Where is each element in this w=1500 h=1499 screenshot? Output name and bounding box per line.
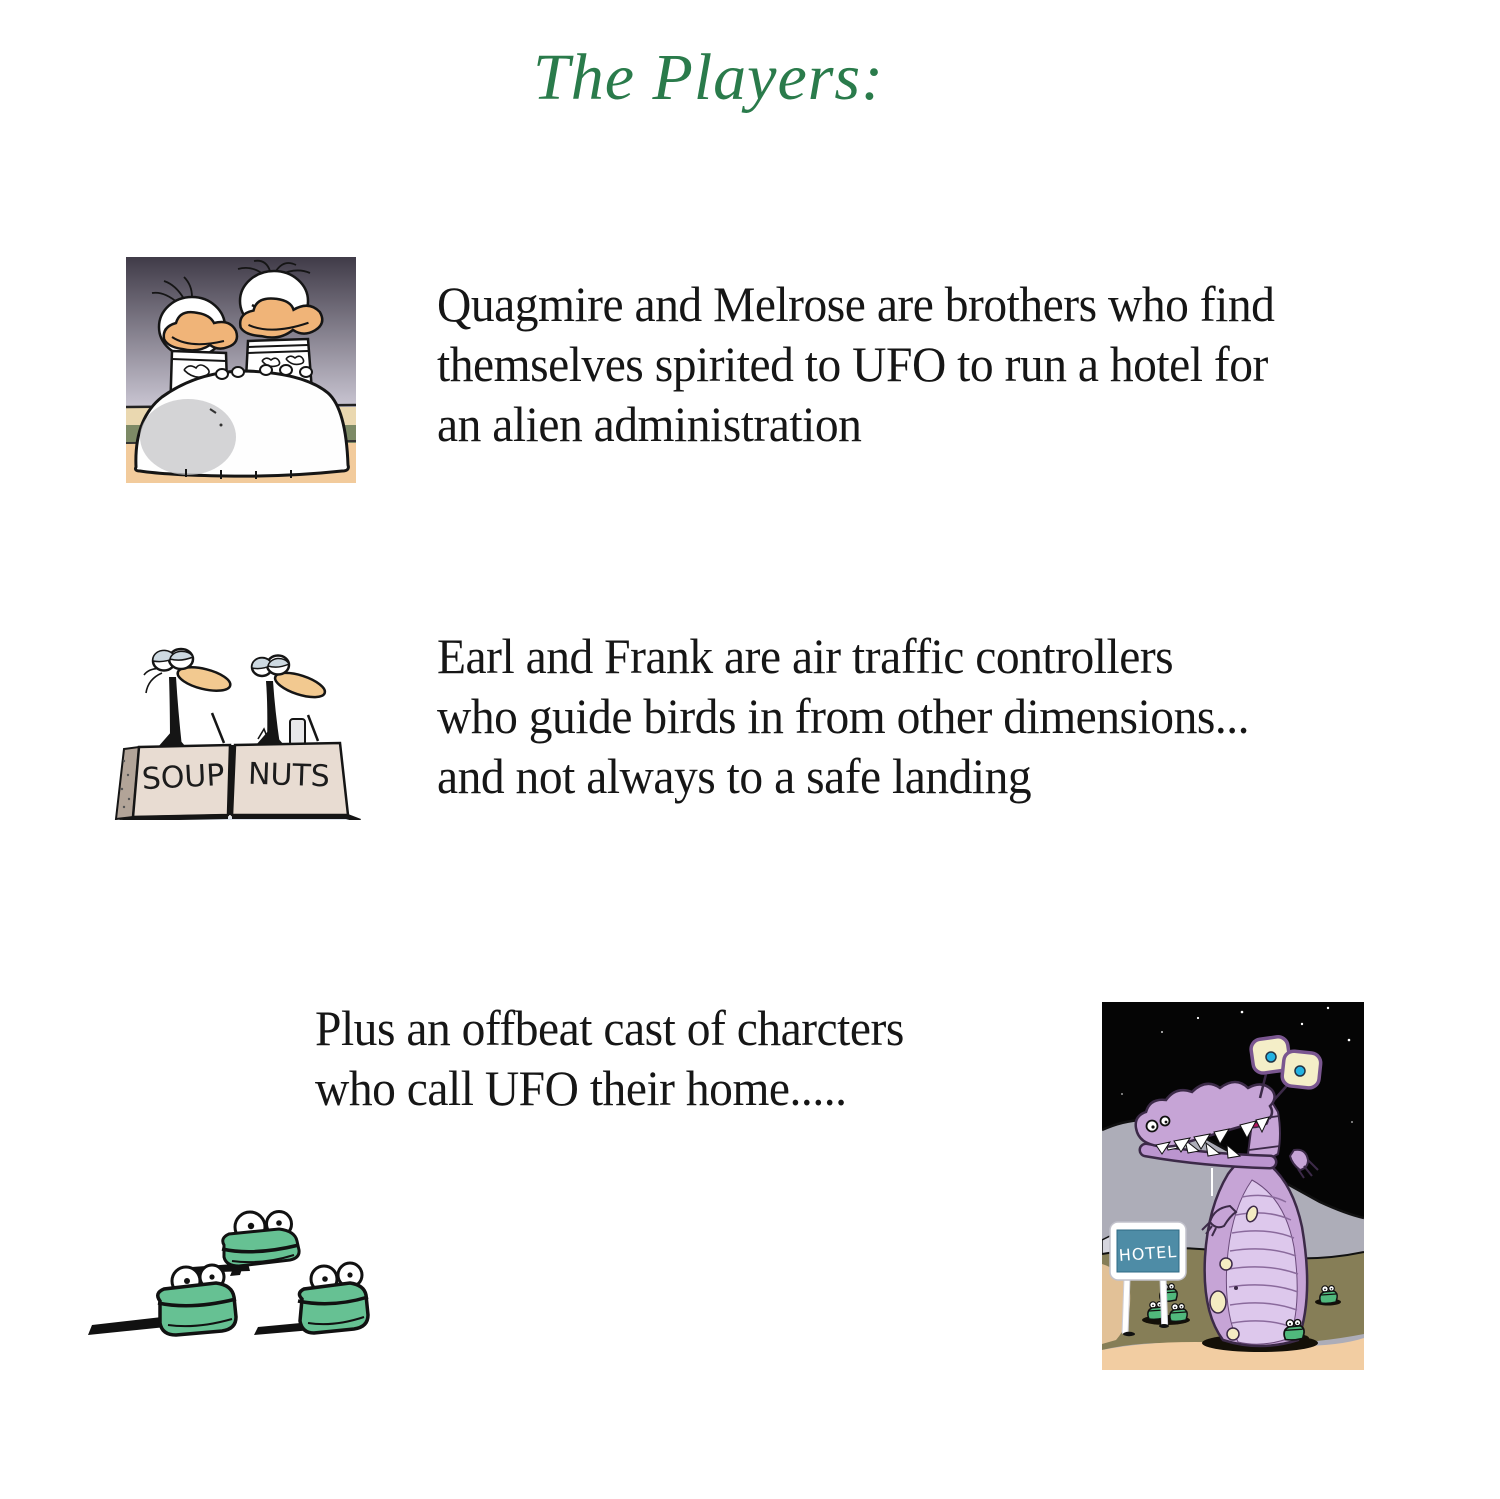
text-line: Plus an offbeat cast of charcters (315, 1000, 904, 1056)
crane-right (252, 656, 328, 746)
text-line: who call UFO their home..... (315, 1060, 847, 1116)
section-text-offbeat-cast (315, 998, 904, 1118)
text-line: an alien administration (437, 396, 862, 452)
hotel-sign-label: HOTEL (1118, 1241, 1178, 1266)
section-text-quagmire-melrose (437, 274, 1274, 454)
text-line: Quagmire and Melrose are brothers who find (437, 276, 1275, 332)
desk-phone (290, 719, 305, 745)
cranes-at-desks-illustration (112, 635, 362, 820)
three-green-frogs-illustration (82, 1205, 392, 1345)
page-title: The Players: (533, 41, 885, 114)
seagulls-behind-rock-illustration (126, 257, 356, 483)
text-line: who guide birds in from other dimensions... (437, 688, 1250, 744)
section-text-earl-frank (437, 626, 1249, 806)
frog-bottom-left (88, 1265, 236, 1335)
desk-right (231, 743, 348, 815)
purple-alien-hotel-illustration (1102, 1002, 1364, 1370)
desk-label-nuts: NUTS (247, 756, 331, 795)
text-line: themselves spirited to UFO to run a hotel for (437, 336, 1268, 392)
frog-bottom-right (254, 1263, 368, 1335)
text-line: Earl and Frank are air traffic controllers (437, 628, 1174, 684)
desk-label-soup: SOUP (140, 757, 226, 798)
desk-left (116, 745, 230, 819)
text-line: and not always to a safe landing (437, 748, 1032, 804)
